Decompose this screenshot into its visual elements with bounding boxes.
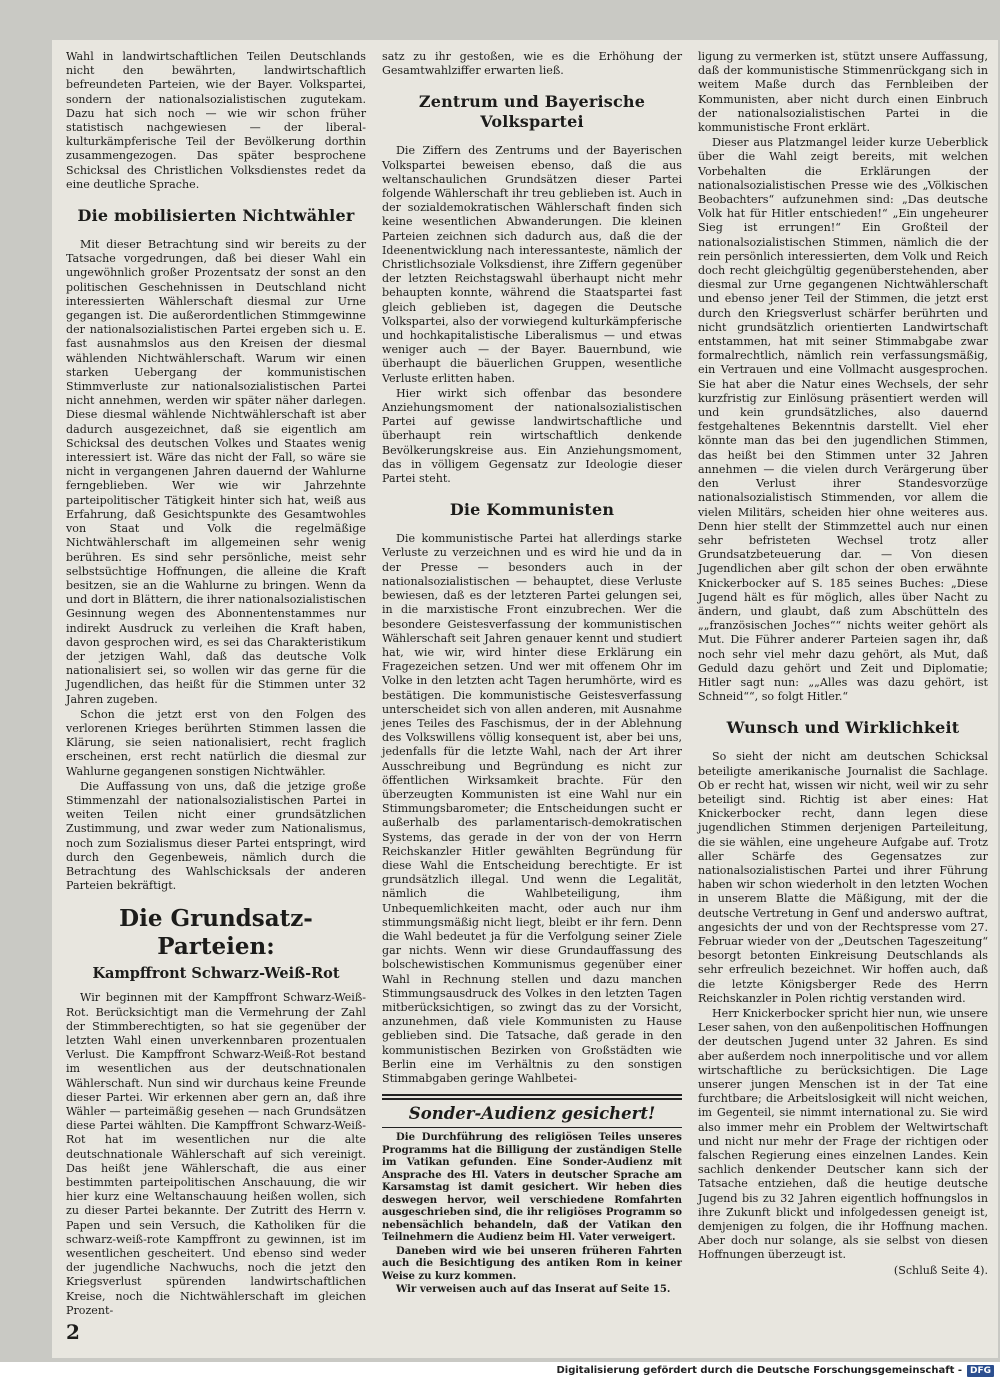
announcement-paragraph: Daneben wird wie bei unseren früheren Fahrten auch die Besichtigung des antiken Rom in keiner Weise zu kurz kommen.	[382, 1245, 682, 1282]
paragraph: Die Auffassung von uns, daß die jetzige große Stimmenzahl der nationalsozialistischen Partei in weiten Teilen nicht einer grundsätzlichen Zustimmung, und zwar weder zum Nationalismus, noch zum Sozialismus dieser Partei entspringt, wird durch den Gegenbeweis, nämlich durch die Betrachtung des Wahlschicksals der anderen Parteien bekräftigt.	[66, 779, 366, 893]
paragraph: Schon die jetzt erst von den Folgen des verlorenen Krieges berührten Stimmen lassen die Klärung, sie seien nationalisiert, recht fraglich erscheinen, erst recht natürlich die diesmal zur Wahlurne gegangenen sonstigen Nichtwähler.	[66, 707, 366, 778]
announcement-paragraph: Wir verweisen auch auf das Inserat auf Seite 15.	[396, 1284, 671, 1296]
paragraph: Hier wirkt sich offenbar das besondere Anziehungsmoment der nationalsozialistischen Partei auf gewisse landwirtschaftliche und überhaupt rein wirtschaftlich denkende Bevölkerungskreise aus. Ein Anziehungsmoment, das in völligem Gegensatz zur Ideologie dieser Partei steht.	[382, 386, 682, 486]
newspaper-page	[52, 40, 998, 1358]
paragraph: Wir beginnen mit der Kampffront Schwarz-Weiß-Rot. Berücksichtigt man die Vermehrung der Zahl der Stimmberechtigten, so hat sie gegenüber der letzten Wahl einen unverkennbaren prozentualen Verlust. Die Kampffront Schwarz-Weiß-Rot bestand im wesentlichen aus der deutschnationalen Wählerschaft. Nun sind wir durchaus keine Freunde dieser Partei. Wir erkennen aber gern an, daß ihre Wähler — parteimäßig gesehen — nach Grundsätzen diese Partei wählten. Die Kampffront Schwarz-Weiß-Rot hat im wesentlichen nur die alte deutschnationale Wählerschaft auf sich vereinigt. Das heißt jene Wählerschaft, die aus einer bestimmten parteipolitischen Anschauung, die wir hier kurz eine Weltanschauung heißen wollen, sich zu dieser Partei bekannte. Der Zutritt des Herrn v. Papen und sein Versuch, die Katholiken für die schwarz-weiß-rote Kampffront zu gewinnen, ist im wesentlichen gescheitert. Und ebenso sind weder der jugendliche Nachwuchs, noch die jetzt den Kriegsverlust spürenden landwirtschaftlichen Kreise, noch die Nichtwählerschaft im gleichen Prozent-	[66, 991, 366, 1317]
section-heading-nichtwaehler: Die mobilisierten Nichtwähler	[77, 206, 355, 226]
paragraph: Die kommunistische Partei hat allerdings starke Verluste zu verzeichnen und es wird hie und da in der Presse — besonders auch in der nationalsozialistischen — behauptet, diese Verluste bewiesen, daß es der letzteren Partei gelungen sei, in die marxistische Front einzubrechen. Wer die besondere Geistesverfassung der kommunistischen Wählerschaft seit Jahren genauer kennt und studiert hat, wie wir, wird hinter diese Erklärung ein Fragezeichen setzen. Und wer mit offenem Ohr im Volke in den letzten acht Tagen herumhörte, wird es bestätigen. Die kommunistische Geistesverfassung unterscheidet sich von allen anderen, mit Ausnahme jenes Teiles des Faschismus, der in der Ablehnung des Volkswillens völlig konsequent ist, aber bei uns, jedenfalls für die letzte Wahl, nach der Art ihrer Ausschreibung und Begründung es nicht zur öffentlichen Wirksamkeit brachte. Für den überzeugten Kommunisten ist eine Wahl nur ein Stimmungsbarometer; die Entscheidungen sucht er außerhalb des parlamentarisch-demokratischen Systems, das gerade in der von der von Herrn Reichskanzler Hitler gewählten Begründung für diese Wahl die Entscheidung berechtigte. Er ist grundsätzlich illegal. Und wenn die Legalität, nämlich die Wahlbeteiligung, ihm Unbequemlichkeiten macht, oder auch nur ihm stimmungsmäßig nicht liegt, bleibt er ihr fern. Denn die Wahl bedeutet ja für die Verfolgung seiner Ziele gar nichts. Wenn wir diese Grundauffassung des bolschewistischen Kommunismus gegenüber einer Wahl in Rechnung stellen und dazu manchen Stimmungsausdruck des Volkes in den letzten Tagen mitberücksichtigen, so zwingt das zu der Vorsicht, anzunehmen, daß viele Kommunisten zu Hause geblieben sind. Die Tatsache, daß gerade in den kommunistischen Bezirken von Großstädten wie Berlin eine im Verhältnis zu den sonstigen Stimmabgaben geringe Wahlbetei-	[382, 532, 682, 1085]
section-heading-wunsch: Wunsch und Wirklichkeit	[726, 718, 960, 738]
column-1	[66, 50, 366, 1319]
section-heading-zentrum: Zentrum und Bayerische Volkspartei	[418, 92, 646, 132]
announcement-title: Sonder-Audienz gesichert!	[382, 1104, 682, 1128]
paragraph: Herr Knickerbocker spricht hier nun, wie unsere Leser sahen, von den außenpolitischen Hoffnungen der deutschen Jugend unter 32 Jahren. Es sind aber außerdem noch innerpolitische und vor allem wirtschaftliche zu berücksichtigen. Die Lage unserer jungen Menschen ist in der Tat eine furchtbare; die Arbeitslosigkeit will nicht weichen, im Gegenteil, sie nimmt international zu. Sie wird also immer mehr ein Problem der Weltwirtschaft und nicht nur mehr der Frage der richtigen oder falschen Regierung eines einzelnen Landes. Kein sachlich denkender Deutscher kann sich der Tatsache entziehen, daß die heutige deutsche Jugend bis zu 32 Jahren eigentlich hoffnungslos in ihre Zukunft blickt und infolgedessen geneigt ist, demjenigen zu folgen, die ihr Hoffnung machen. Aber doch nur solange, als sie selbst von diesen Hoffnungen überzeugt ist.	[698, 1007, 988, 1262]
footer-bar	[0, 1362, 1000, 1383]
section-heading-kommunisten: Die Kommunisten	[449, 500, 615, 520]
paragraph: Wahl in landwirtschaftlichen Teilen Deutschlands nicht den bewährten, landwirtschaftlich befreundeten Parteien, wie der Bayer. Volkspartei, sondern der nationalsozialistischen zugutekam. Dazu hat sich noch — wie wir schon früher statistisch nachgewiesen — der liberal-kulturkämpferische Teil der Bevölkerung dorthin zusammengezogen. Das später besprochene Schicksal des Christlichen Volksdienstes redet da eine deutliche Sprache.	[66, 50, 366, 191]
paragraph: ligung zu vermerken ist, stützt unsere Auffassung, daß der kommunistische Stimmenrückgang sich in weitem Maße durch das Fernbleiben der Kommunisten, aber nicht durch einen Einbruch der nationalsozialistischen Partei in die kommunistische Front erklärt.	[698, 50, 988, 135]
column-3	[698, 50, 988, 1279]
paragraph: Dieser aus Platzmangel leider kurze Ueberblick über die Wahl zeigt bereits, mit welchen Vorbehalten die Erklärungen der nationalsozialistischen Presse wie des „Völkischen Beobachters“ aufzunehmen sind: „Das deutsche Volk hat für Hitler entschieden!“ „Ein ungeheurer Sieg ist errungen!“ Ein Großteil der nationalsozialistischen Stimmen, nämlich die der rein persönlich interessierten, dem Volk und Reich doch recht gleichgültig gegenüberstehenden, aber diesmal zur Urne gegangenen Nichtwählerschaft und ebenso jener Teil der Stimmen, die jetzt erst durch den Kriegsverlust schärfer berührten und nicht grundsätzlich orientierten Landwirtschaft entstammen, hat mit seiner Stimmabgabe zwar formalrechtlich, nämlich rein verfassungsmäßig, ein Vertrauen und eine Vollmacht ausgesprochen. Sie hat aber die Natur eines Wechsels, der sehr kurzfristig zur Einlösung präsentiert werden will und kein grundsätzliches, also dauernd festgehaltenes Bekenntnis darstellt. Viel eher könnte man das bei den jugendlichen Stimmen, das heißt bei den Stimmen unter 32 Jahren annehmen — die vielen durch Verärgerung über den Verlust ihrer Standesvorzüge nationalsozialistisch Stimmenden, vor allem die vielen Militärs, scheiden hier ohne weiteres aus. Denn hier stellt der Stimmzettel auch nur einen sehr befristeten Wechsel trotz aller Grundsatzbeteuerung dar. — Von diesen Jugendlichen aber gilt schon der oben erwähnte Knickerbocker auf S. 185 seines Buches: „Diese Jugend hält es für möglich, alles über Nacht zu ändern, und glaubt, daß zum Abschütteln des „„französischen Joches““ nichts weiter gehört als Mut. Die Führer anderer Parteien sagen ihr, daß noch sehr viel mehr dazu gehört, als Mut, daß Geduld dazu gehört und Zeit und Diplomatie; Hitler sagt nun: „„Alles was dazu gehört, ist Schneid““, so folgt Hitler.“	[698, 136, 988, 704]
continuation-note: (Schluß Seite 4).	[893, 1263, 988, 1277]
paragraph: So sieht der nicht am deutschen Schicksal beteiligte amerikanische Journalist die Sachlage. Ob er recht hat, wissen wir nicht, weil wir zu sehr beteiligt sind. Richtig ist aber eines: Hat Knickerbocker recht, dann legen diese jugendlichen Stimmen derjenigen Parteileitung, die sie wählen, eine ungeheure Aufgabe auf. Trotz aller Schärfe des Gegensatzes zur nationalsozialistischen Partei und ihrer Führung haben wir schon wiederholt in den letzten Wochen in unserem Blatte die Mäßigung, mit der die deutsche Vertretung in Genf und anderswo auftrat, angesichts der und von der Rechtspresse vom 27. Februar wieder von der „Deutschen Tageszeitung“ besorgt betonten Einkreisung Deutschlands als sehr erfreulich bezeichnet. Wir hoffen auch, daß die letzte Königsberger Rede des Herrn Reichskanzler in Polen richtig verstanden wird.	[698, 750, 988, 1005]
subheading-kampffront: Kampffront Schwarz-Weiß-Rot	[92, 965, 340, 983]
dfg-logo-icon: DFG	[967, 1365, 994, 1377]
paragraph: Die Ziffern des Zentrums und der Bayerischen Volkspartei beweisen ebenso, daß die aus weltanschaulichen Grundsätzen dieser Partei folgende Wählerschaft ihr treu geblieben ist. Auch in der sozialdemokratischen Wählerschaft finden sich keine wesentlichen Abwanderungen. Die kleinen Parteien zeichnen sich dadurch aus, daß die der Ideenentwicklung nach interessanteste, nämlich der Christlichsoziale Volksdienst, ihre Ziffern gegenüber der letzten Reichstagswahl überhaupt nicht mehr behaupten konnte, während die Staatspartei fast gleich geblieben ist, dagegen die Deutsche Volkspartei, also der vorwiegend kulturkämpferische und hochkapitalistische Liberalismus — und etwas weniger auch — der Bayer. Bauernbund, wie überhaupt die bäuerlichen Gruppen, wesentliche Verluste erlitten haben.	[382, 144, 682, 385]
paragraph: Mit dieser Betrachtung sind wir bereits zu der Tatsache vorgedrungen, daß bei dieser Wahl ein ungewöhnlich großer Prozentsatz der sonst an den politischen Geschehnissen in Deutschland nicht interessierten Wählerschaft diesmal zur Urne gegangen ist. Die außerordentlichen Stimmgewinne der nationalsozialistischen Partei ergeben sich u. E. fast ausnahmslos aus den Kreisen der diesmal wählenden Nichtwählerschaft. Warum wir einen starken Uebergang der kommunistischen Stimmverluste zur nationalsozialistischen Partei nicht annehmen, werden wir später näher darlegen. Diese diesmal wählende Nichtwählerschaft ist aber dadurch ausgezeichnet, daß sie eigentlich am Schicksal des deutschen Volkes und Staates wenig interessiert ist. Wäre das nicht der Fall, so wäre sie nicht in vergangenen Jahren dauernd der Wahlurne ferngeblieben. Wer wie wir Jahrzehnte parteipolitischer Tätigkeit hinter sich hat, weiß aus Erfahrung, daß Gesichtspunkte des Gesamtwohles von Staat und Volk die regelmäßige Nichtwählerschaft im allgemeinen sehr wenig berühren. Es sind sehr persönliche, meist sehr selbstsüchtige Hoffnungen, die alleine die Kraft besitzen, sie an die Wahlurne zu bringen. Wenn da und dort in Blättern, die ihrer nationalsozialistischen Gesinnung wegen des Abonnentenstammes nur indirekt Ausdruck zu verleihen die Kraft haben, davon gesprochen wird, es sei das Charakteristikum der jetzigen Wahl, daß das deutsche Volk nationalisiert sei, so wollen wir das gerne für die Jugendlichen, das heißt für die Stimmen unter 32 Jahren zugeben.	[66, 238, 366, 706]
page-number: 2	[66, 1320, 80, 1344]
announcement-paragraph: Die Durchführung des religiösen Teiles unseres Programms hat die Billigung der zuständigen Stelle im Vatikan gefunden. Eine Sonder-Audienz mit Ansprache des Hl. Vaters in deutscher Sprache am Karsamstag ist damit gesichert. Wir heben dies deswegen hervor, weil verschiedene Romfahrten ausgeschrieben sind, die ihr religiöses Programm so nebensächlich behandeln, daß der Vatikan den Teilnehmern die Audienz beim Hl. Vater verweigert.	[382, 1132, 682, 1244]
column-2	[382, 50, 682, 1298]
footer-credit: Digitalisierung gefördert durch die Deutsche Forschungsgemeinschaft -	[556, 1365, 962, 1376]
section-heading-grundsatz-parteien: Die Grundsatz-Parteien:	[119, 905, 313, 961]
announcement-box	[382, 1094, 682, 1297]
paragraph: satz zu ihr gestoßen, wie es die Erhöhung der Gesamtwahlziffer erwarten ließ.	[382, 50, 682, 78]
